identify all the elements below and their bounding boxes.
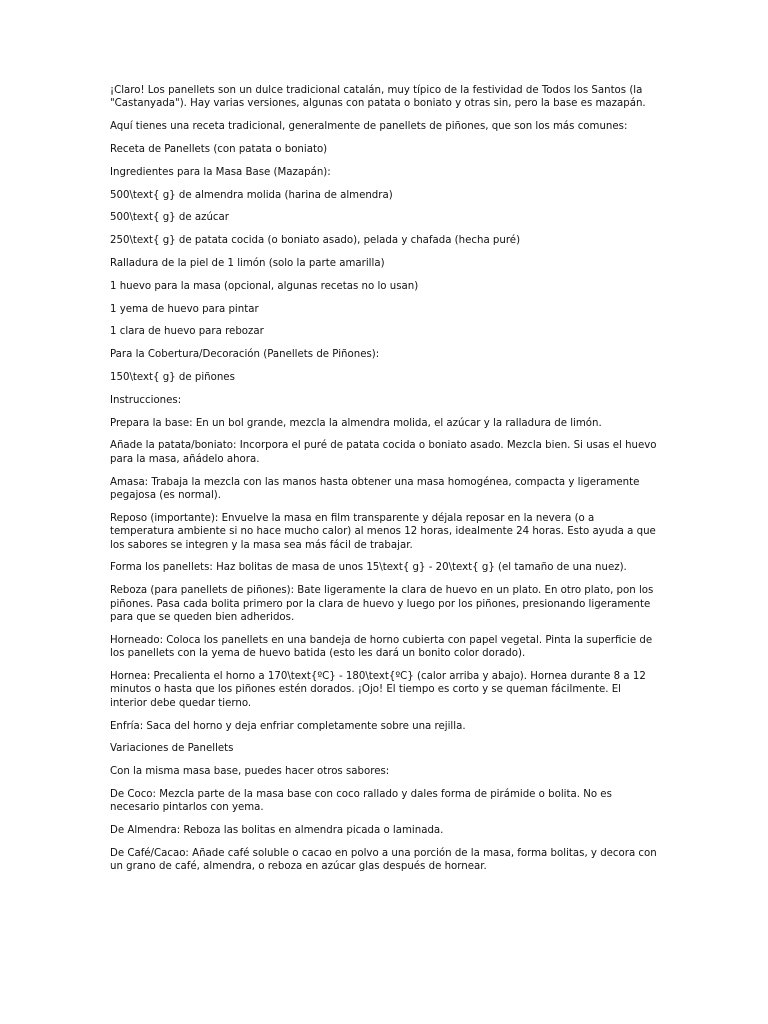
- ingredient-sugar: 500\text{ g} de azúcar: [110, 212, 229, 224]
- topping-heading: Para la Cobertura/Decoración (Panellets de Piñones):: [110, 349, 380, 361]
- step-rest: Reposo (importante): Envuelve la masa en film transparente y déjala reposar en la nevera (o a temperatura ambiente si no hace mucho calor) al menos 12 horas, idealmente 24 horas. Esto ayuda a que los sabores se integren y la masa sea más fácil de trabajar.: [110, 512, 656, 551]
- document-body: [110, 84, 660, 883]
- instructions-heading: Instrucciones:: [110, 394, 182, 406]
- variations-heading: Variaciones de Panellets: [110, 743, 234, 755]
- step-prepare-base: Prepara la base: En un bol grande, mezcla la almendra molida, el azúcar y la ralladura de limón.: [110, 417, 602, 429]
- ingredient-lemon-zest: Ralladura de la piel de 1 limón (solo la parte amarilla): [110, 257, 385, 269]
- ingredient-egg: 1 huevo para la masa (opcional, algunas recetas no lo usan): [110, 280, 419, 292]
- ingredients-heading: Ingredientes para la Masa Base (Mazapán):: [110, 166, 331, 178]
- step-shape: Forma los panellets: Haz bolitas de masa de unos 15\text{ g} - 20\text{ g} (el tamaño de una nuez).: [110, 562, 627, 574]
- variation-almond: De Almendra: Reboza las bolitas en almendra picada o laminada.: [110, 825, 444, 837]
- step-add-potato: Añade la patata/boniato: Incorpora el puré de patata cocida o boniato asado. Mezcla bien. Si usas el huevo para la masa, añádelo ahora.: [110, 440, 657, 465]
- recipe-title: Receta de Panellets (con patata o boniato): [110, 144, 328, 155]
- ingredient-pine-nuts: 150\text{ g} de piñones: [110, 371, 235, 383]
- recipe-intro-paragraph: Aquí tienes una receta tradicional, generalmente de panellets de piñones, que son los más comunes:: [110, 121, 628, 133]
- variation-coconut: De Coco: Mezcla parte de la masa base con coco rallado y dales forma de pirámide o bolita. No es necesario pintarlos con yema.: [110, 788, 612, 814]
- ingredient-almond: 500\text{ g} de almendra molida (harina de almendra): [110, 189, 393, 201]
- ingredient-egg-white: 1 clara de huevo para rebozar: [110, 326, 264, 338]
- step-cool: Enfría: Saca del horno y deja enfriar completamente sobre una rejilla.: [110, 720, 466, 732]
- step-knead: Amasa: Trabaja la mezcla con las manos hasta obtener una masa homogénea, compacta y ligeramente pegajosa (es normal).: [110, 476, 640, 501]
- step-bake: Hornea: Precalienta el horno a 170\text{ºC} - 180\text{ºC} (calor arriba y abajo). Hornea durante 8 a 12 minutos o hasta que los piñones estén dorados. ¡Ojo! El tiempo es corto y se queman fácilmente. El interior debe quedar tierno.: [110, 670, 646, 709]
- step-coat: Reboza (para panellets de piñones): Bate ligeramente la clara de huevo en un plato. En otro plato, pon los piñones. Pasa cada bolita primero por la clara de huevo y luego por los piñones, presionando ligeramente para que se queden bien adheridos.: [110, 585, 654, 623]
- variation-coffee-cocoa: De Café/Cacao: Añade café soluble o cacao en polvo a una porción de la masa, forma bolitas, y decora con un grano de café, almendra, o reboza en azúcar glas después de hornear.: [110, 847, 657, 873]
- variations-intro: Con la misma masa base, puedes hacer otros sabores:: [110, 766, 390, 778]
- intro-paragraph: ¡Claro! Los panellets son un dulce tradicional catalán, muy típico de la festividad de Todos los Santos (la "Castanyada"). Hay varias versiones, algunas con patata o boniato y otras sin, pero la base es mazapán.: [110, 85, 646, 110]
- step-tray: Horneado: Coloca los panellets en una bandeja de horno cubierta con papel vegetal. Pinta la superficie de los panellets con la yema de huevo batida (esto les dará un bonito color dorado).: [110, 634, 653, 660]
- ingredient-egg-yolk: 1 yema de huevo para pintar: [110, 303, 259, 315]
- ingredient-potato: 250\text{ g} de patata cocida (o boniato asado), pelada y chafada (hecha puré): [110, 235, 521, 247]
